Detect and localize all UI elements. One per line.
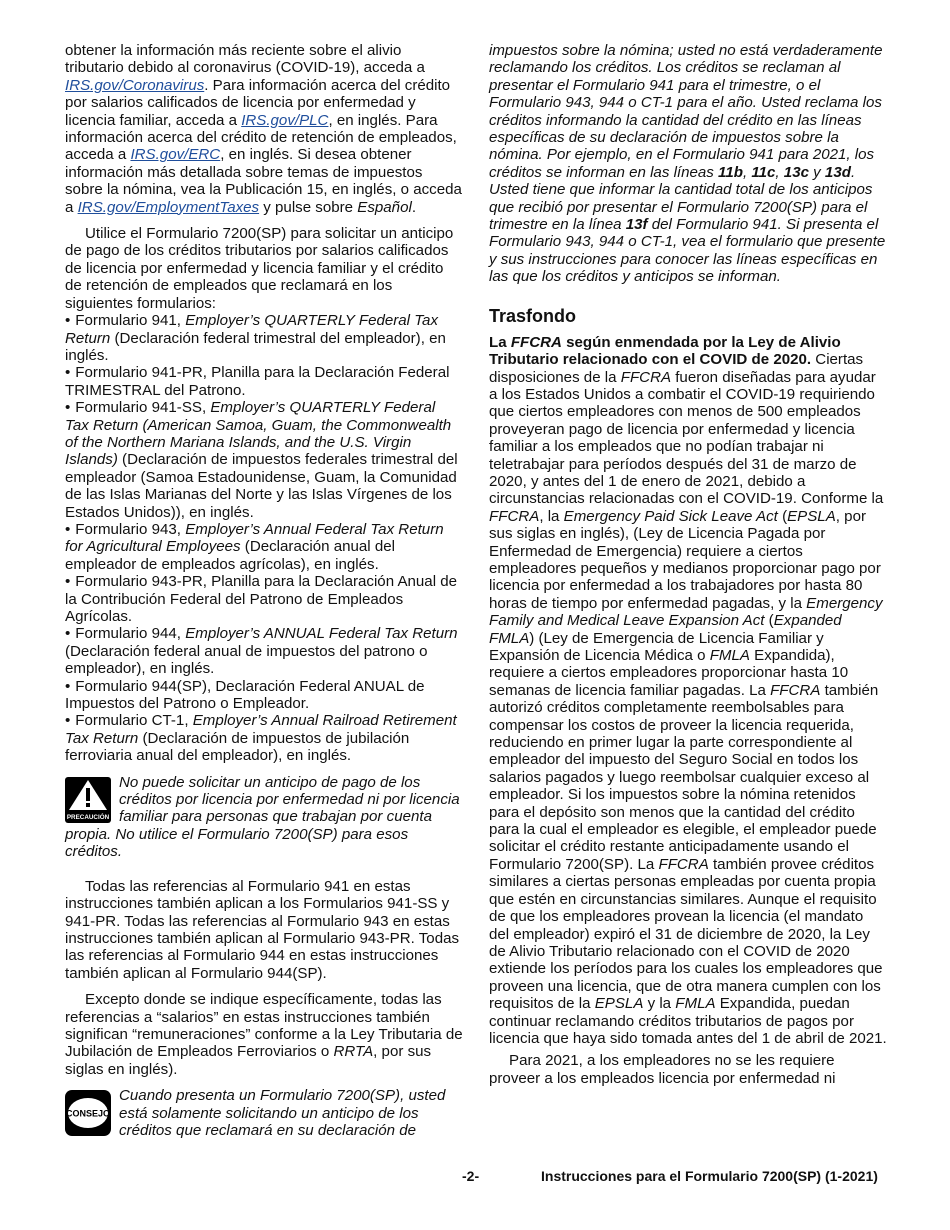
caution-label: PRECAUCIÓN — [66, 813, 110, 821]
forms-bullet-list — [65, 312, 463, 765]
page-footer — [0, 1168, 950, 1188]
left-column — [65, 42, 463, 1139]
right-column — [489, 42, 887, 1087]
list-item: • Formulario CT-1, Employer’s Annual Railroad Retirement Tax Return (Declaración de impuestos de jubilación ferroviaria anual del empleador), en inglés. — [65, 712, 463, 764]
form-usage-paragraph: Utilice el Formulario 7200(SP) para solicitar un anticipo de pago de los créditos tributarios por salarios calificados de licencia por enfermedad y licencia familiar y el crédito de retención de empleados que reclamará en los siguientes formularios: — [65, 225, 454, 312]
list-item: • Formulario 941-PR, Planilla para la Declaración Federal TRIMESTRAL del Patrono. — [65, 364, 463, 399]
tip-icon — [65, 1090, 111, 1136]
wages-paragraph: Excepto donde se indique específicamente, todas las referencias a “salarios” en estas instrucciones también significan “remuneraciones” conforme a la Ley Tributaria de Jubilación de Empleados Ferroviarios o RRTA, por sus siglas en inglés). — [65, 991, 463, 1078]
caution-icon — [65, 777, 111, 823]
intro-paragraph: obtener la información más reciente sobre el alivio tributario debido al coronavirus (COVID-19), acceda a IRS.gov/Coronavirus. Para información acerca del crédito por salarios calificados de licencia por enfermedad y licencia familiar, acceda a IRS.gov/PLC, en inglés. Para información acerca del crédito de retención de empleados, acceda a IRS.gov/ERC, en inglés. Si desea obtener información más detallada sobre temas de impuestos sobre la nómina, vea la Publicación 15, en inglés, o acceda a IRS.gov/EmploymentTaxes y pulse sobre Español. — [65, 42, 462, 216]
ffcra-paragraph: La FFCRA según enmendada por la Ley de Alivio Tributario relacionado con el COVID de 2020. Ciertas disposiciones de la FFCRA fueron diseñadas para ayudar a los Estados Unidos a combatir el COVID-19 requiriendo que ciertos empleadores con menos de 500 empleados proveyeran pago de licencia por enfermedad y licencia familiar a los empleados que no podían trabajar ni teletrabajar para períodos después del 31 de marzo de 2020, y antes del 1 de enero de 2021, debido a circunstancias relacionadas con el COVID-19. Conforme la FFCRA, la Emergency Paid Sick Leave Act (EPSLA, por sus siglas en inglés), (Ley de Licencia Pagada por Enfermedad de Emergencia) requiere a ciertos empleadores pequeños y medianos proporcionar pago por licencia por enfermedad a los trabajadores por hasta 80 horas de tiempo por enfermedad pagadas, y la Emergency Family and Medical Leave Expansion Act (Expanded FMLA) (Ley de Emergencia de Licencia Familiar y Expansión de Licencia Médica o FMLA Expandida), requiere a ciertos empleadores proporcionar hasta 10 semanas de licencia familiar pagadas. La FFCRA también autorizó créditos completamente reembolsables para compensar los costos de proveer la licencia requerida, reduciendo en primer lugar la parte correspondiente al empleador del impuesto del Seguro Social en todos los salarios pagados y luego reembolsar cualquier exceso al empleador. Si los impuestos sobre la nómina retenidos para el depósito son menos que la cantidad del crédito para la cual el empleador es elegible, el empleador puede solicitar el crédito restante anticipadamente usando el Formulario 7200(SP). La FFCRA también provee créditos similares a ciertas personas empleadas por cuenta propia que estén en circunstancias similares. Aunque el requisito de que los empleadores provean la licencia (el mandato del empleador) expiró el 31 de diciembre de 2020, la Ley de Alivio Tributario relacionado con el COVID de 2020 extiende los períodos para los cuales los empleadores que proveen una licencia, que de otra manera cumplen con los requisitos de la EPSLA y la FMLA Expandida, puedan continuar reclamando créditos tributarios de pagos por licencia que haya sido tomada antes del 1 de abril de 2021. — [489, 333, 887, 1047]
page-number: -2- — [462, 1168, 480, 1184]
link[interactable]: IRS.gov/PLC — [241, 111, 329, 129]
references-paragraph: Todas las referencias al Formulario 941 en estas instrucciones también aplican a los Formularios 941-SS y 941-PR. Todas las referencias al Formulario 943 en estas instrucciones también aplican al Formulario 943-PR. Todas las referencias al Formulario 944 en estas instrucciones también aplican al Formulario 944(SP). — [65, 877, 460, 982]
link[interactable]: IRS.gov/EmploymentTaxes — [77, 198, 260, 216]
link[interactable]: IRS.gov/Coronavirus — [65, 76, 205, 94]
caution-note — [65, 774, 463, 861]
list-item: • Formulario 941, Employer’s QUARTERLY Federal Tax Return (Declaración federal trimestral del empleador), en inglés. — [65, 312, 463, 364]
tip-note — [65, 1087, 463, 1139]
year-2021-paragraph: Para 2021, a los empleadores no se les requiere proveer a los empleados licencia por enfermedad ni — [489, 1052, 836, 1087]
footer-title: Instrucciones para el Formulario 7200(SP) (1-2021) — [541, 1168, 878, 1184]
tip-text: Cuando presenta un Formulario 7200(SP), usted está solamente solicitando un anticipo de los créditos que reclamará en su declaración de — [119, 1087, 446, 1139]
tip-continuation: impuestos sobre la nómina; usted no está verdaderamente reclamando los créditos. Los créditos se reclaman al presentar el Formulario 941 para el trimestre, o el Formulario 943, 944 o CT-1 para el año. Usted reclama los créditos informando la cantidad del crédito en las líneas específicas de su declaración de impuestos sobre la nómina. Por ejemplo, en el Formulario 941 para 2021, los créditos se informan en las líneas 11b, 11c, 13c y 13d. Usted tiene que informar la cantidad total de los anticipos que recibió por presentar el Formulario 7200(SP) para el trimestre en la línea 13f del Formulario 941. Si presenta el Formulario 943, 944 o CT-1, vea el formulario que presente y sus instrucciones para conocer las líneas específicas en las que los créditos y anticipos se informan. — [489, 42, 886, 286]
list-item: • Formulario 943-PR, Planilla para la Declaración Anual de la Contribución Federal del Patrono de Empleados Agrícolas. — [65, 573, 463, 625]
list-item: • Formulario 943, Employer’s Annual Federal Tax Return for Agricultural Employees (Declaración anual del empleador de empleados agrícolas), en inglés. — [65, 521, 463, 573]
list-item: • Formulario 941-SS, Employer’s QUARTERLY Federal Tax Return (American Samoa, Guam, the Commonwealth of the Northern Mariana Islands, and the U.S. Virgin Islands) (Declaración de impuestos federales trimestral del empleador (Samoa Estadounidense, Guam, la Comunidad de las Islas Marianas del Norte y las Islas Vírgenes de los Estados Unidos)), en inglés. — [65, 399, 463, 521]
list-item: • Formulario 944, Employer’s ANNUAL Federal Tax Return (Declaración federal anual de impuestos del patrono o empleador), en inglés. — [65, 625, 463, 677]
list-item: • Formulario 944(SP), Declaración Federal ANUAL de Impuestos del Patrono o Empleador. — [65, 678, 463, 713]
section-heading-trasfondo: Trasfondo — [489, 305, 577, 326]
tip-label: CONSEJO — [65, 1108, 111, 1119]
caution-text: No puede solicitar un anticipo de pago de los créditos por licencia por enfermedad ni por licencia familiar para personas que trabajan por cuenta propia. No utilice el Formulario 7200(SP) para esos créditos. — [65, 773, 460, 861]
link[interactable]: IRS.gov/ERC — [130, 146, 221, 164]
